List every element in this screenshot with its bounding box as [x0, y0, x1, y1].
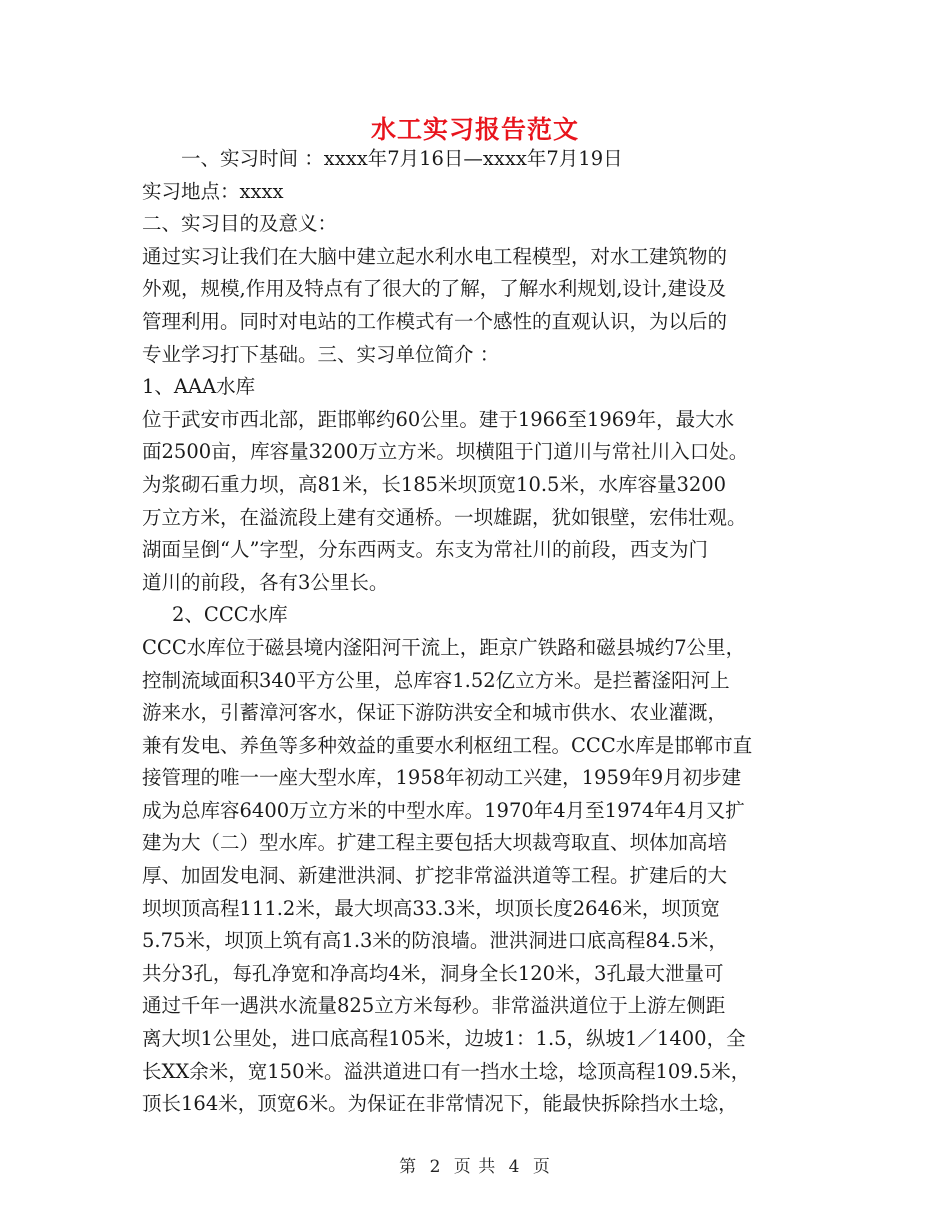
paragraph-line: 成为总库容6400万立方米的中型水库。1970年4月至1974年4月又扩 [142, 798, 745, 822]
paragraph-line: 通过千年一遇洪水流量825立方米每秒。非常溢洪道位于上游左侧距 [142, 994, 726, 1018]
page-label-mid: 页 共 [453, 1157, 497, 1177]
paragraph-line: 外观，规模,作用及特点有了很大的了解，了解水利规划,设计,建设及 [142, 277, 727, 301]
section-heading: 2、CCC水库 [172, 603, 288, 627]
paragraph-line: 坝坝顶高程111.2米，最大坝高33.3米，坝顶长度2646米，坝顶宽 [142, 896, 720, 920]
paragraph-line: 通过实习让我们在大脑中建立起水利水电工程模型，对水工建筑物的 [142, 244, 728, 268]
section-heading: 1、AAA水库 [142, 375, 256, 399]
paragraph-line: 二、实习目的及意义： [142, 212, 338, 236]
paragraph-line: 管理利用。同时对电站的工作模式有一个感性的直观认识，为以后的 [142, 309, 728, 333]
paragraph-line: 实习地点：xxxx [142, 179, 284, 203]
current-page-number: 2 [429, 1157, 442, 1177]
paragraph-line: 建为大（二）型水库。扩建工程主要包括大坝裁弯取直、坝体加高培 [142, 831, 728, 855]
paragraph-line: 顶长164米，顶宽6米。为保证在非常情况下，能最快拆除挡水土埝， [142, 1092, 738, 1116]
paragraph-line: 共分3孔，每孔净宽和净高均4米，洞身全长120米，3孔最大泄量可 [142, 961, 724, 985]
paragraph-line: 万立方米，在溢流段上建有交通桥。一坝雄踞，犹如银壁，宏伟壮观。 [142, 505, 747, 529]
paragraph-line: 离大坝1公里处，进口底高程105米，边坡1：1.5，纵坡1／1400，全 [142, 1027, 746, 1051]
document-body [142, 143, 810, 1121]
paragraph-line: CCC水库位于磁县境内滏阳河干流上，距京广铁路和磁县城约7公里， [142, 635, 746, 659]
paragraph-line: 专业学习打下基础。三、实习单位简介 ： [142, 342, 500, 366]
paragraph-line: 接管理的唯一一座大型水库，1958年初动工兴建，1959年9月初步建 [142, 766, 742, 790]
page-label-prefix: 第 [399, 1157, 418, 1177]
paragraph-line: 为浆砌石重力坝，高81米，长185米坝顶宽10.5米，水库容量3200 [142, 472, 727, 496]
total-pages-number: 4 [508, 1157, 521, 1177]
paragraph-line: 兼有发电、养鱼等多种效益的重要水利枢纽工程。CCC水库是邯郸市直 [142, 733, 753, 757]
paragraph-line: 控制流域面积340平方公里，总库容1.52亿立方米。是拦蓄滏阳河上 [142, 668, 730, 692]
paragraph-line: 面2500亩，库容量3200万立方米。坝横阻于门道川与常社川入口处。 [142, 440, 749, 464]
paragraph-line: 道川的前段，各有3公里长。 [142, 570, 389, 594]
paragraph-line: 游来水，引蓄漳河客水，保证下游防洪安全和城市供水、农业灌溉， [142, 701, 728, 725]
paragraph-line: 厚、加固发电洞、新建泄洪洞、扩挖非常溢洪道等工程。扩建后的大 [142, 864, 728, 888]
paragraph-line: 湖面呈倒“人”字型，分东西两支。东支为常社川的前段，西支为门 [142, 538, 708, 562]
paragraph-line: 位于武安市西北部，距邯郸约60公里。建于1966至1969年，最大水 [142, 407, 735, 431]
page-label-suffix: 页 [532, 1157, 551, 1177]
page-footer [0, 1152, 950, 1177]
paragraph-line: 一、实习时间 ：xxxx年7月16日—xxxx年7月19日 [181, 147, 623, 170]
document-title: 水工实习报告范文 [370, 115, 579, 144]
paragraph-line: 长XX余米，宽150米。溢洪道进口有一挡水土埝，埝顶高程109.5米， [142, 1059, 751, 1083]
paragraph-line: 5.75米，坝顶上筑有高1.3米的防浪墙。泄洪洞进口底高程84.5米， [142, 929, 728, 953]
